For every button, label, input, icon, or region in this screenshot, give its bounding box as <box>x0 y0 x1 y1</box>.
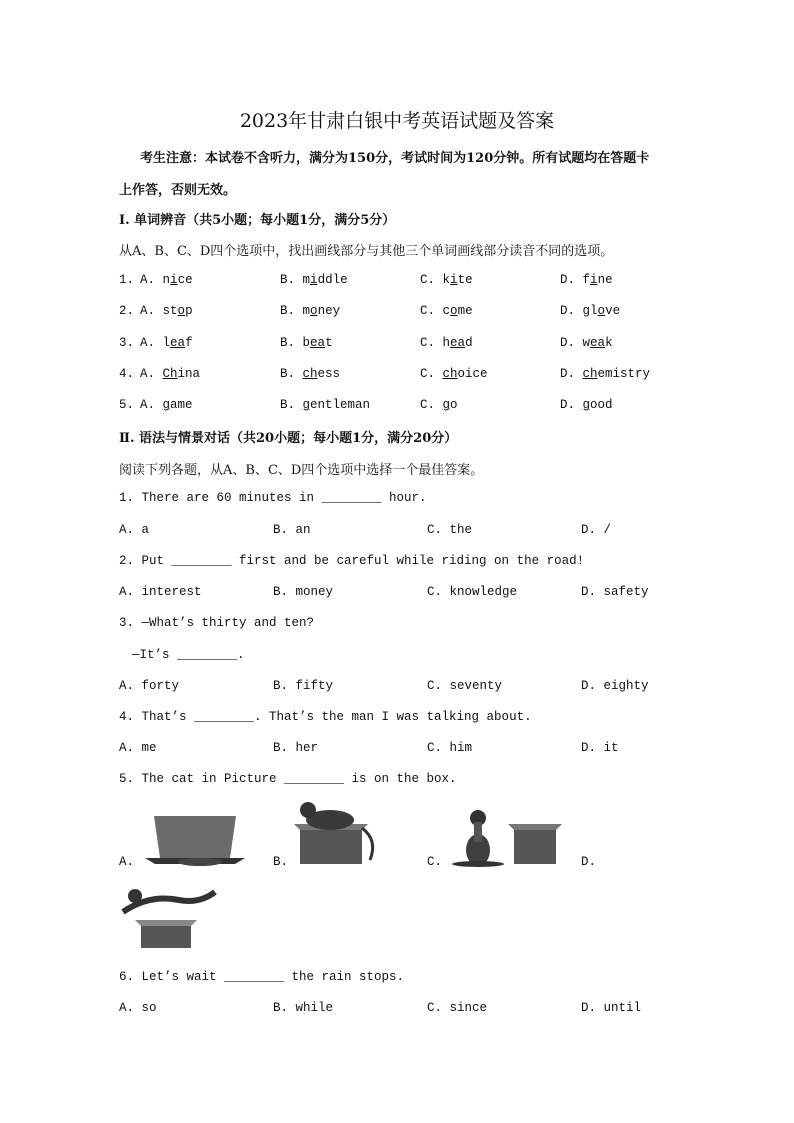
option: C. seventy <box>427 679 503 693</box>
option: D. / <box>581 523 612 537</box>
question-6: 6. Let’s wait ________ the rain stops. <box>119 970 405 984</box>
word-part: ddle <box>317 273 348 287</box>
option-letter: B. <box>280 335 296 350</box>
option <box>560 304 620 318</box>
word-part: k <box>442 273 451 287</box>
picture-cat-over-box <box>119 882 219 952</box>
option <box>560 398 613 412</box>
word-part: ame <box>170 398 193 413</box>
word-part: m <box>302 304 311 319</box>
option <box>280 367 340 381</box>
word-part: f <box>185 335 193 350</box>
option: C. <box>427 855 443 869</box>
option-letter: C. <box>420 366 436 381</box>
underlined-part: ea <box>450 335 466 350</box>
option-letter: D. <box>560 366 576 381</box>
option <box>280 336 333 350</box>
option: D. safety <box>581 585 649 599</box>
option-letter: D. <box>560 304 576 319</box>
option-letter: A. <box>140 335 156 350</box>
underlined-part: ea <box>310 335 326 350</box>
word-part: oice <box>457 366 488 381</box>
notice-line-2: 上作答，否则无效。 <box>119 183 237 198</box>
option <box>140 304 193 318</box>
question-number: 4. <box>119 366 135 381</box>
option: D. it <box>581 741 619 755</box>
word-part: ina <box>177 366 201 381</box>
word-part: ne <box>597 273 613 287</box>
section1-heading: Ⅰ. 单词辨音（共5小题；每小题1分，满分5分） <box>119 213 396 228</box>
word-part: w <box>582 335 591 350</box>
word-part: l <box>162 335 171 350</box>
word-part: te <box>457 273 473 287</box>
underlined-part: ch <box>442 366 458 381</box>
word-part: emistry <box>597 366 651 381</box>
picture-cat-under-box <box>140 808 250 868</box>
option <box>140 273 193 287</box>
page-title: 2023年甘肃白银中考英语试题及答案 <box>239 110 555 132</box>
word-part: c <box>442 304 451 319</box>
word-part: ood <box>590 398 613 413</box>
option <box>560 273 613 287</box>
option <box>280 398 370 412</box>
option: B. her <box>273 741 319 755</box>
option-letter: B. <box>280 273 296 287</box>
word-part: m <box>302 273 311 287</box>
word-part: o <box>450 398 458 413</box>
option <box>140 398 193 412</box>
underlined-part: ea <box>170 335 186 350</box>
word-part: t <box>325 335 333 350</box>
option: A. <box>119 855 135 869</box>
option: C. him <box>427 741 473 755</box>
underlined-part: i <box>450 273 458 287</box>
underlined-part: o <box>310 304 318 319</box>
option: D. until <box>581 1001 642 1015</box>
option-letter: A. <box>140 304 156 319</box>
underlined-part: Ch <box>162 366 178 381</box>
question-3-answer: —It’s ________. <box>132 648 245 662</box>
option-letter: A. <box>140 366 156 381</box>
picture-cat-in-box <box>292 800 382 868</box>
option: B. fifty <box>273 679 334 693</box>
question-number: 1. <box>119 273 135 287</box>
notice-line-1: 考生注意：本试卷不含听力，满分为150分，考试时间为120分钟。所有试题均在答题卡 <box>140 151 650 166</box>
underlined-part: o <box>177 304 186 319</box>
option <box>280 273 348 287</box>
underlined-part: g <box>582 398 591 413</box>
section1-instruction: 从A、B、C、D四个选项中，找出画线部分与其他三个单词画线部分读音不同的选项。 <box>119 244 614 259</box>
option-letter: B. <box>280 398 296 413</box>
option <box>420 336 473 350</box>
option: A. interest <box>119 585 202 599</box>
option: B. money <box>273 585 334 599</box>
question-2: 2. Put ________ first and be careful while riding on the road! <box>119 554 585 568</box>
option: D. eighty <box>581 679 649 693</box>
option-letter: C. <box>420 304 436 319</box>
word-part: n <box>162 273 171 287</box>
word-part: ce <box>177 273 193 287</box>
option: A. me <box>119 741 157 755</box>
picture-cat-beside-box <box>448 800 578 868</box>
word-part: ve <box>605 304 621 319</box>
option <box>420 273 473 287</box>
option <box>560 336 613 350</box>
word-part: me <box>457 304 473 319</box>
word-part: entleman <box>310 398 371 413</box>
word-part: p <box>185 304 193 319</box>
option <box>280 304 340 318</box>
option <box>140 367 200 381</box>
underlined-part: i <box>590 273 598 287</box>
option: A. forty <box>119 679 180 693</box>
word-part: b <box>302 335 311 350</box>
option: B. <box>273 855 289 869</box>
underlined-part: o <box>450 304 458 319</box>
option: B. while <box>273 1001 334 1015</box>
underlined-part: i <box>170 273 178 287</box>
option: C. the <box>427 523 473 537</box>
option-letter: B. <box>280 366 296 381</box>
underlined-part: ea <box>590 335 606 350</box>
underlined-part: g <box>302 398 311 413</box>
word-part: d <box>465 335 473 350</box>
option: B. an <box>273 523 311 537</box>
underlined-part: g <box>442 398 451 413</box>
word-part: h <box>442 335 451 350</box>
option-letter: C. <box>420 398 436 413</box>
question-4: 4. That’s ________. That’s the man I was talking about. <box>119 710 532 724</box>
option-letter: D. <box>560 335 576 350</box>
underlined-part: ch <box>302 366 318 381</box>
underlined-part: g <box>162 398 171 413</box>
question-3: 3. —What’s thirty and ten? <box>119 616 315 630</box>
section2-heading: Ⅱ. 语法与情景对话（共20小题；每小题1分，满分20分） <box>119 431 458 446</box>
word-part: ess <box>317 366 341 381</box>
option-letter: B. <box>280 304 296 319</box>
option-letter: A. <box>140 273 156 287</box>
option: C. knowledge <box>427 585 518 599</box>
option: A. a <box>119 523 150 537</box>
question-1: 1. There are 60 minutes in ________ hour. <box>119 491 427 505</box>
option-letter: C. <box>420 335 436 350</box>
question-5: 5. The cat in Picture ________ is on the box. <box>119 772 457 786</box>
option: D. <box>581 855 597 869</box>
question-number: 3. <box>119 335 135 350</box>
option-letter: D. <box>560 398 576 413</box>
word-part: ney <box>317 304 341 319</box>
section2-instruction: 阅读下列各题，从A、B、C、D四个选项中选择一个最佳答案。 <box>119 463 484 478</box>
question-number: 2. <box>119 304 135 319</box>
option: A. so <box>119 1001 157 1015</box>
option <box>140 336 193 350</box>
word-part: f <box>582 273 591 287</box>
question-number: 5. <box>119 398 135 413</box>
word-part: gl <box>582 304 598 319</box>
option <box>420 367 488 381</box>
option-letter: A. <box>140 398 156 413</box>
option-letter: C. <box>420 273 436 287</box>
word-part: st <box>162 304 178 319</box>
underlined-part: i <box>310 273 318 287</box>
option <box>420 398 458 412</box>
underlined-part: ch <box>582 366 598 381</box>
option-letter: D. <box>560 273 576 287</box>
option: C. since <box>427 1001 488 1015</box>
underlined-part: o <box>597 304 606 319</box>
word-part: k <box>605 335 613 350</box>
option <box>420 304 473 318</box>
option <box>560 367 650 381</box>
